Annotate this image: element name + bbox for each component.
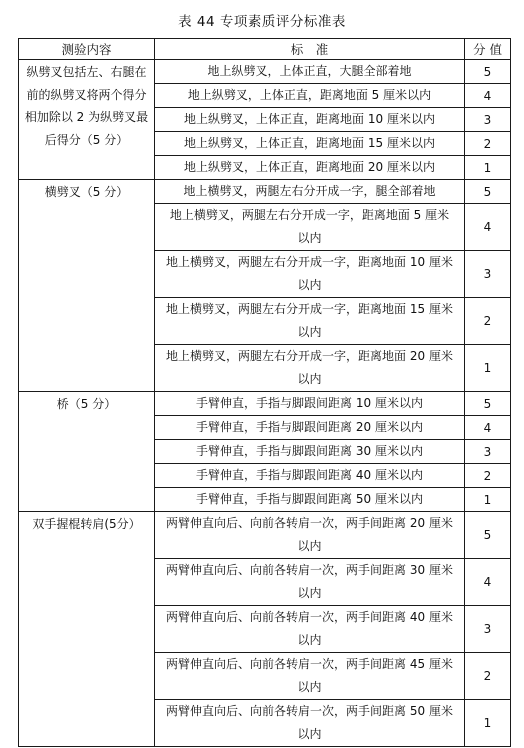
standard-cell: 手臂伸直，手指与脚跟间距离 30 厘米以内 bbox=[155, 440, 465, 464]
standard-cell: 手臂伸直，手指与脚跟间距离 40 厘米以内 bbox=[155, 464, 465, 488]
score-cell: 1 bbox=[465, 700, 511, 747]
test-item-cell: 纵劈叉包括左、右腿在前的纵劈叉将两个得分相加除以 2 为纵劈叉最后得分（5 分） bbox=[19, 60, 155, 180]
score-cell: 4 bbox=[465, 204, 511, 251]
score-cell: 3 bbox=[465, 108, 511, 132]
standard-cell: 地上横劈叉，两腿左右分开成一字，距离地面 20 厘米以内 bbox=[155, 345, 465, 392]
score-cell: 5 bbox=[465, 60, 511, 84]
standard-cell: 地上纵劈叉，上体正直，距离地面 15 厘米以内 bbox=[155, 132, 465, 156]
score-cell: 2 bbox=[465, 464, 511, 488]
table-row bbox=[19, 60, 511, 84]
standard-cell: 手臂伸直，手指与脚跟间距离 50 厘米以内 bbox=[155, 488, 465, 512]
score-cell: 5 bbox=[465, 512, 511, 559]
score-cell: 3 bbox=[465, 606, 511, 653]
score-cell: 4 bbox=[465, 416, 511, 440]
standard-cell: 手臂伸直，手指与脚跟间距离 10 厘米以内 bbox=[155, 392, 465, 416]
score-cell: 4 bbox=[465, 559, 511, 606]
score-cell: 5 bbox=[465, 180, 511, 204]
standard-cell: 两臂伸直向后、向前各转肩一次，两手间距离 30 厘米以内 bbox=[155, 559, 465, 606]
score-cell: 5 bbox=[465, 392, 511, 416]
score-cell: 4 bbox=[465, 84, 511, 108]
table-row bbox=[19, 392, 511, 416]
standard-cell: 地上横劈叉，两腿左右分开成一字，腿全部着地 bbox=[155, 180, 465, 204]
standard-cell: 地上纵劈叉，上体正直，距离地面 10 厘米以内 bbox=[155, 108, 465, 132]
standard-cell: 两臂伸直向后、向前各转肩一次，两手间距离 50 厘米以内 bbox=[155, 700, 465, 747]
score-cell: 1 bbox=[465, 488, 511, 512]
standard-cell: 地上横劈叉，两腿左右分开成一字，距离地面 5 厘米以内 bbox=[155, 204, 465, 251]
score-cell: 2 bbox=[465, 132, 511, 156]
table-title: 表 44 专项素质评分标准表 bbox=[178, 14, 346, 30]
standard-cell: 手臂伸直，手指与脚跟间距离 20 厘米以内 bbox=[155, 416, 465, 440]
standard-cell: 地上纵劈叉，上体正直，大腿全部着地 bbox=[155, 60, 465, 84]
standard-cell: 地上纵劈叉，上体正直，距离地面 20 厘米以内 bbox=[155, 156, 465, 180]
score-cell: 3 bbox=[465, 440, 511, 464]
header-item: 测验内容 bbox=[19, 39, 155, 60]
table-row bbox=[19, 512, 511, 559]
header-row bbox=[19, 39, 511, 60]
table-row bbox=[19, 180, 511, 204]
standard-cell: 两臂伸直向后、向前各转肩一次，两手间距离 45 厘米以内 bbox=[155, 653, 465, 700]
test-item-cell: 双手握棍转肩(5分） bbox=[19, 512, 155, 747]
scoring-table bbox=[18, 38, 511, 747]
standard-cell: 两臂伸直向后、向前各转肩一次，两手间距离 20 厘米以内 bbox=[155, 512, 465, 559]
score-cell: 2 bbox=[465, 653, 511, 700]
standard-cell: 地上横劈叉，两腿左右分开成一字，距离地面 10 厘米以内 bbox=[155, 251, 465, 298]
standard-cell: 地上横劈叉，两腿左右分开成一字，距离地面 15 厘米以内 bbox=[155, 298, 465, 345]
header-score: 分 值 bbox=[465, 39, 511, 60]
header-standard: 标 准 bbox=[155, 39, 465, 60]
score-cell: 1 bbox=[465, 156, 511, 180]
score-cell: 1 bbox=[465, 345, 511, 392]
test-item-cell: 桥（5 分） bbox=[19, 392, 155, 512]
score-cell: 2 bbox=[465, 298, 511, 345]
test-item-cell: 横劈叉（5 分） bbox=[19, 180, 155, 392]
score-cell: 3 bbox=[465, 251, 511, 298]
standard-cell: 地上纵劈叉，上体正直，距离地面 5 厘米以内 bbox=[155, 84, 465, 108]
standard-cell: 两臂伸直向后、向前各转肩一次，两手间距离 40 厘米以内 bbox=[155, 606, 465, 653]
